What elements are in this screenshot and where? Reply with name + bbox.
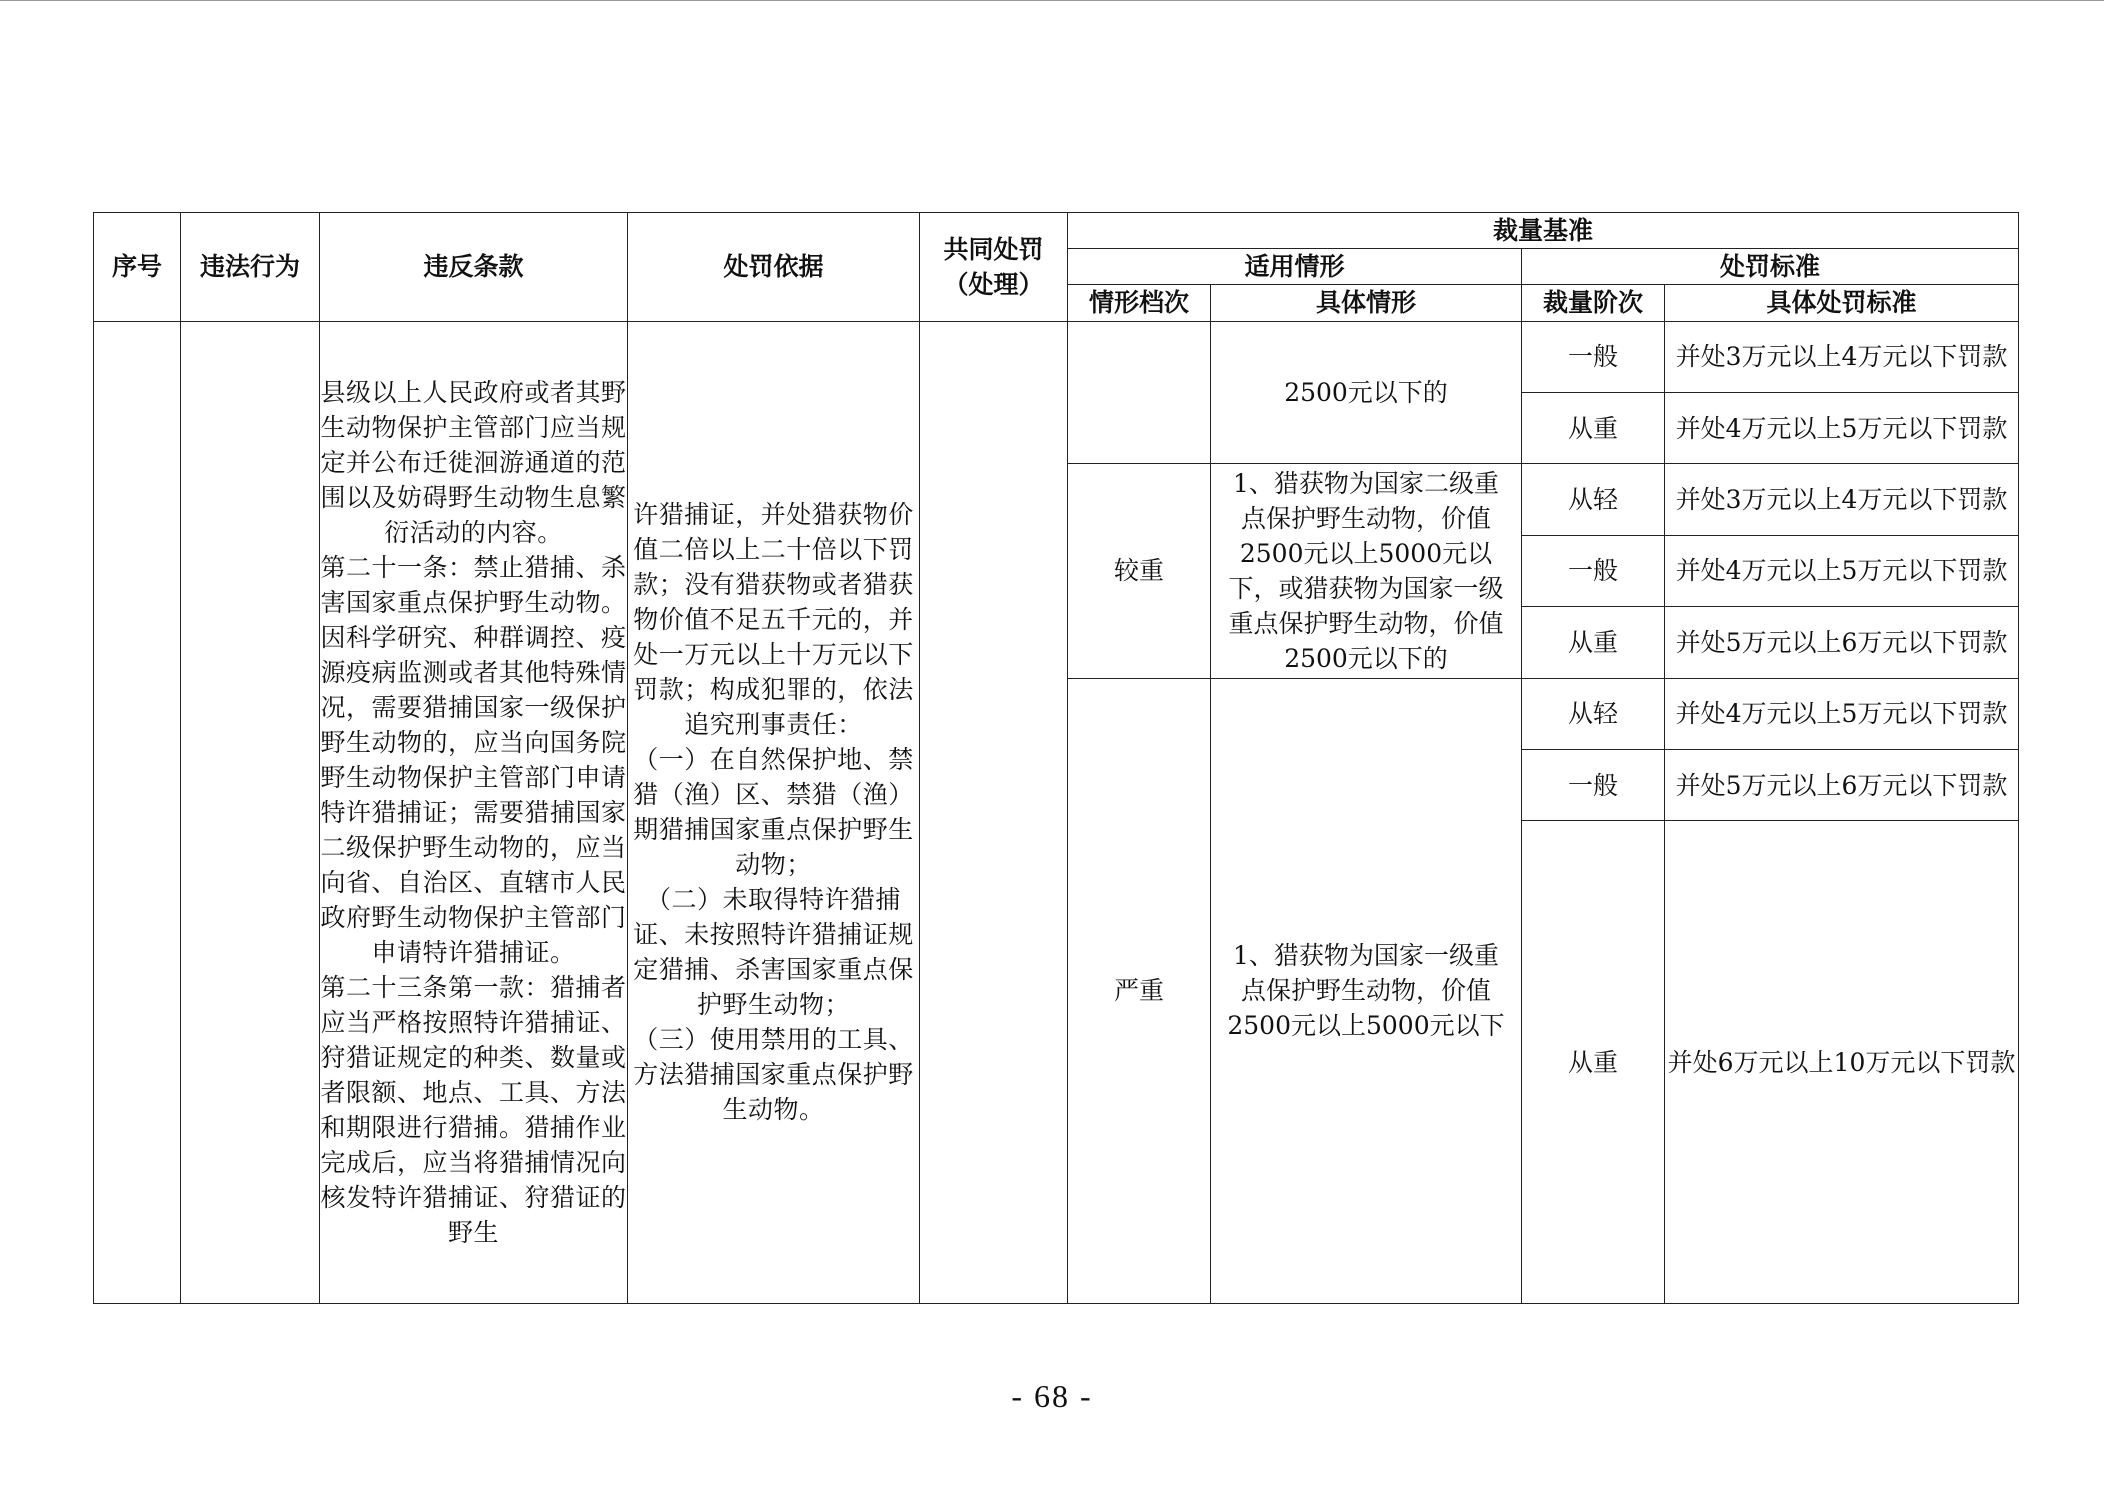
header-clause: 违反条款 [320,213,628,322]
row7-stage: 一般 [1522,749,1665,820]
header-basis: 处罚依据 [628,213,920,322]
clause-paragraph: 县级以上人民政府或者其野生动物保护主管部门应当规定并公布迁徙洄游通道的范围以及妨碍野生动物生息繁衍活动的内容。 [320,377,627,547]
group3-level: 严重 [1068,678,1211,1303]
clause-paragraph: 因科学研究、种群调控、疫源疫病监测或者其他特殊情况，需要猎捕国家一级保护野生动物的，应当向国务院野生动物保护主管部门申请特许猎捕证；需要猎捕国家二级保护野生动物的，应当向省、自治区、直辖市人民政府野生动物保护主管部门申请特许猎捕证。 [320,622,627,967]
cell-behavior [181,321,320,1303]
cell-seq [94,321,181,1303]
basis-paragraph: （三）使用禁用的工具、方法猎捕国家重点保护野生动物。 [633,1025,914,1125]
header-situation: 具体情形 [1211,285,1522,321]
header-seq: 序号 [94,213,181,322]
clause-paragraph: 第二十一条：禁止猎捕、杀害国家重点保护野生动物。 [320,552,627,617]
header-penalty-standard: 处罚标准 [1522,249,2019,285]
row4-standard: 并处4万元以上5万元以下罚款 [1665,535,2019,606]
header-discretion-basis: 裁量基准 [1068,213,2019,249]
row1-standard: 并处3万元以上4万元以下罚款 [1665,321,2019,392]
row3-standard: 并处3万元以上4万元以下罚款 [1665,464,2019,535]
clause-paragraph: 第二十三条第一款：猎捕者应当严格按照特许猎捕证、狩猎证规定的种类、数量或者限额、地点、工具、方法和期限进行猎捕。猎捕作业完成后，应当将猎捕情况向核发特许猎捕证、狩猎证的野生 [320,972,627,1247]
header-common-penalty-line2: （处理） [943,269,1044,299]
row6-standard: 并处4万元以上5万元以下罚款 [1665,678,2019,749]
header-behavior: 违法行为 [181,213,320,322]
group1-situation: 2500元以下的 [1211,321,1522,464]
row4-stage: 一般 [1522,535,1665,606]
page-top-border [0,0,2104,1]
cell-common-penalty [920,321,1068,1303]
page-number: - 68 - [1011,1378,1093,1414]
row1-stage: 一般 [1522,321,1665,392]
basis-text [628,321,920,1303]
header-level: 情形档次 [1068,285,1211,321]
basis-paragraph: 许猎捕证，并处猎获物价值二倍以上二十倍以下罚款；没有猎获物或者猎获物价值不足五千元的，并处一万元以上十万元以下罚款；构成犯罪的，依法追究刑事责任： [633,500,914,740]
header-specific-standard: 具体处罚标准 [1665,285,2019,321]
basis-paragraph: （二）未取得特许猎捕证、未按照特许猎捕证规定猎捕、杀害国家重点保护野生动物； [633,885,914,1020]
row6-stage: 从轻 [1522,678,1665,749]
row8-stage: 从重 [1522,821,1665,1304]
header-common-penalty-line1: 共同处罚 [943,234,1044,264]
row8-standard: 并处6万元以上10万元以下罚款 [1665,821,2019,1304]
row3-stage: 从轻 [1522,464,1665,535]
row5-standard: 并处5万元以上6万元以下罚款 [1665,607,2019,678]
basis-paragraph: （一）在自然保护地、禁猎（渔）区、禁猎（渔）期猎捕国家重点保护野生动物； [633,745,914,880]
header-applicable: 适用情形 [1068,249,1522,285]
group3-situation: 1、猎获物为国家一级重点保护野生动物，价值2500元以上5000元以下 [1211,678,1522,1303]
header-common-penalty [920,213,1068,322]
header-stage: 裁量阶次 [1522,285,1665,321]
row5-stage: 从重 [1522,607,1665,678]
row2-stage: 从重 [1522,392,1665,463]
group1-level [1068,321,1211,464]
row7-standard: 并处5万元以上6万元以下罚款 [1665,749,2019,820]
clause-text [320,321,628,1303]
row2-standard: 并处4万元以上5万元以下罚款 [1665,392,2019,463]
group2-level: 较重 [1068,464,1211,678]
penalty-discretion-table [93,212,2019,1304]
group2-situation: 1、猎获物为国家二级重点保护野生动物，价值2500元以上5000元以下，或猎获物为国家一级重点保护野生动物，价值2500元以下的 [1211,464,1522,678]
